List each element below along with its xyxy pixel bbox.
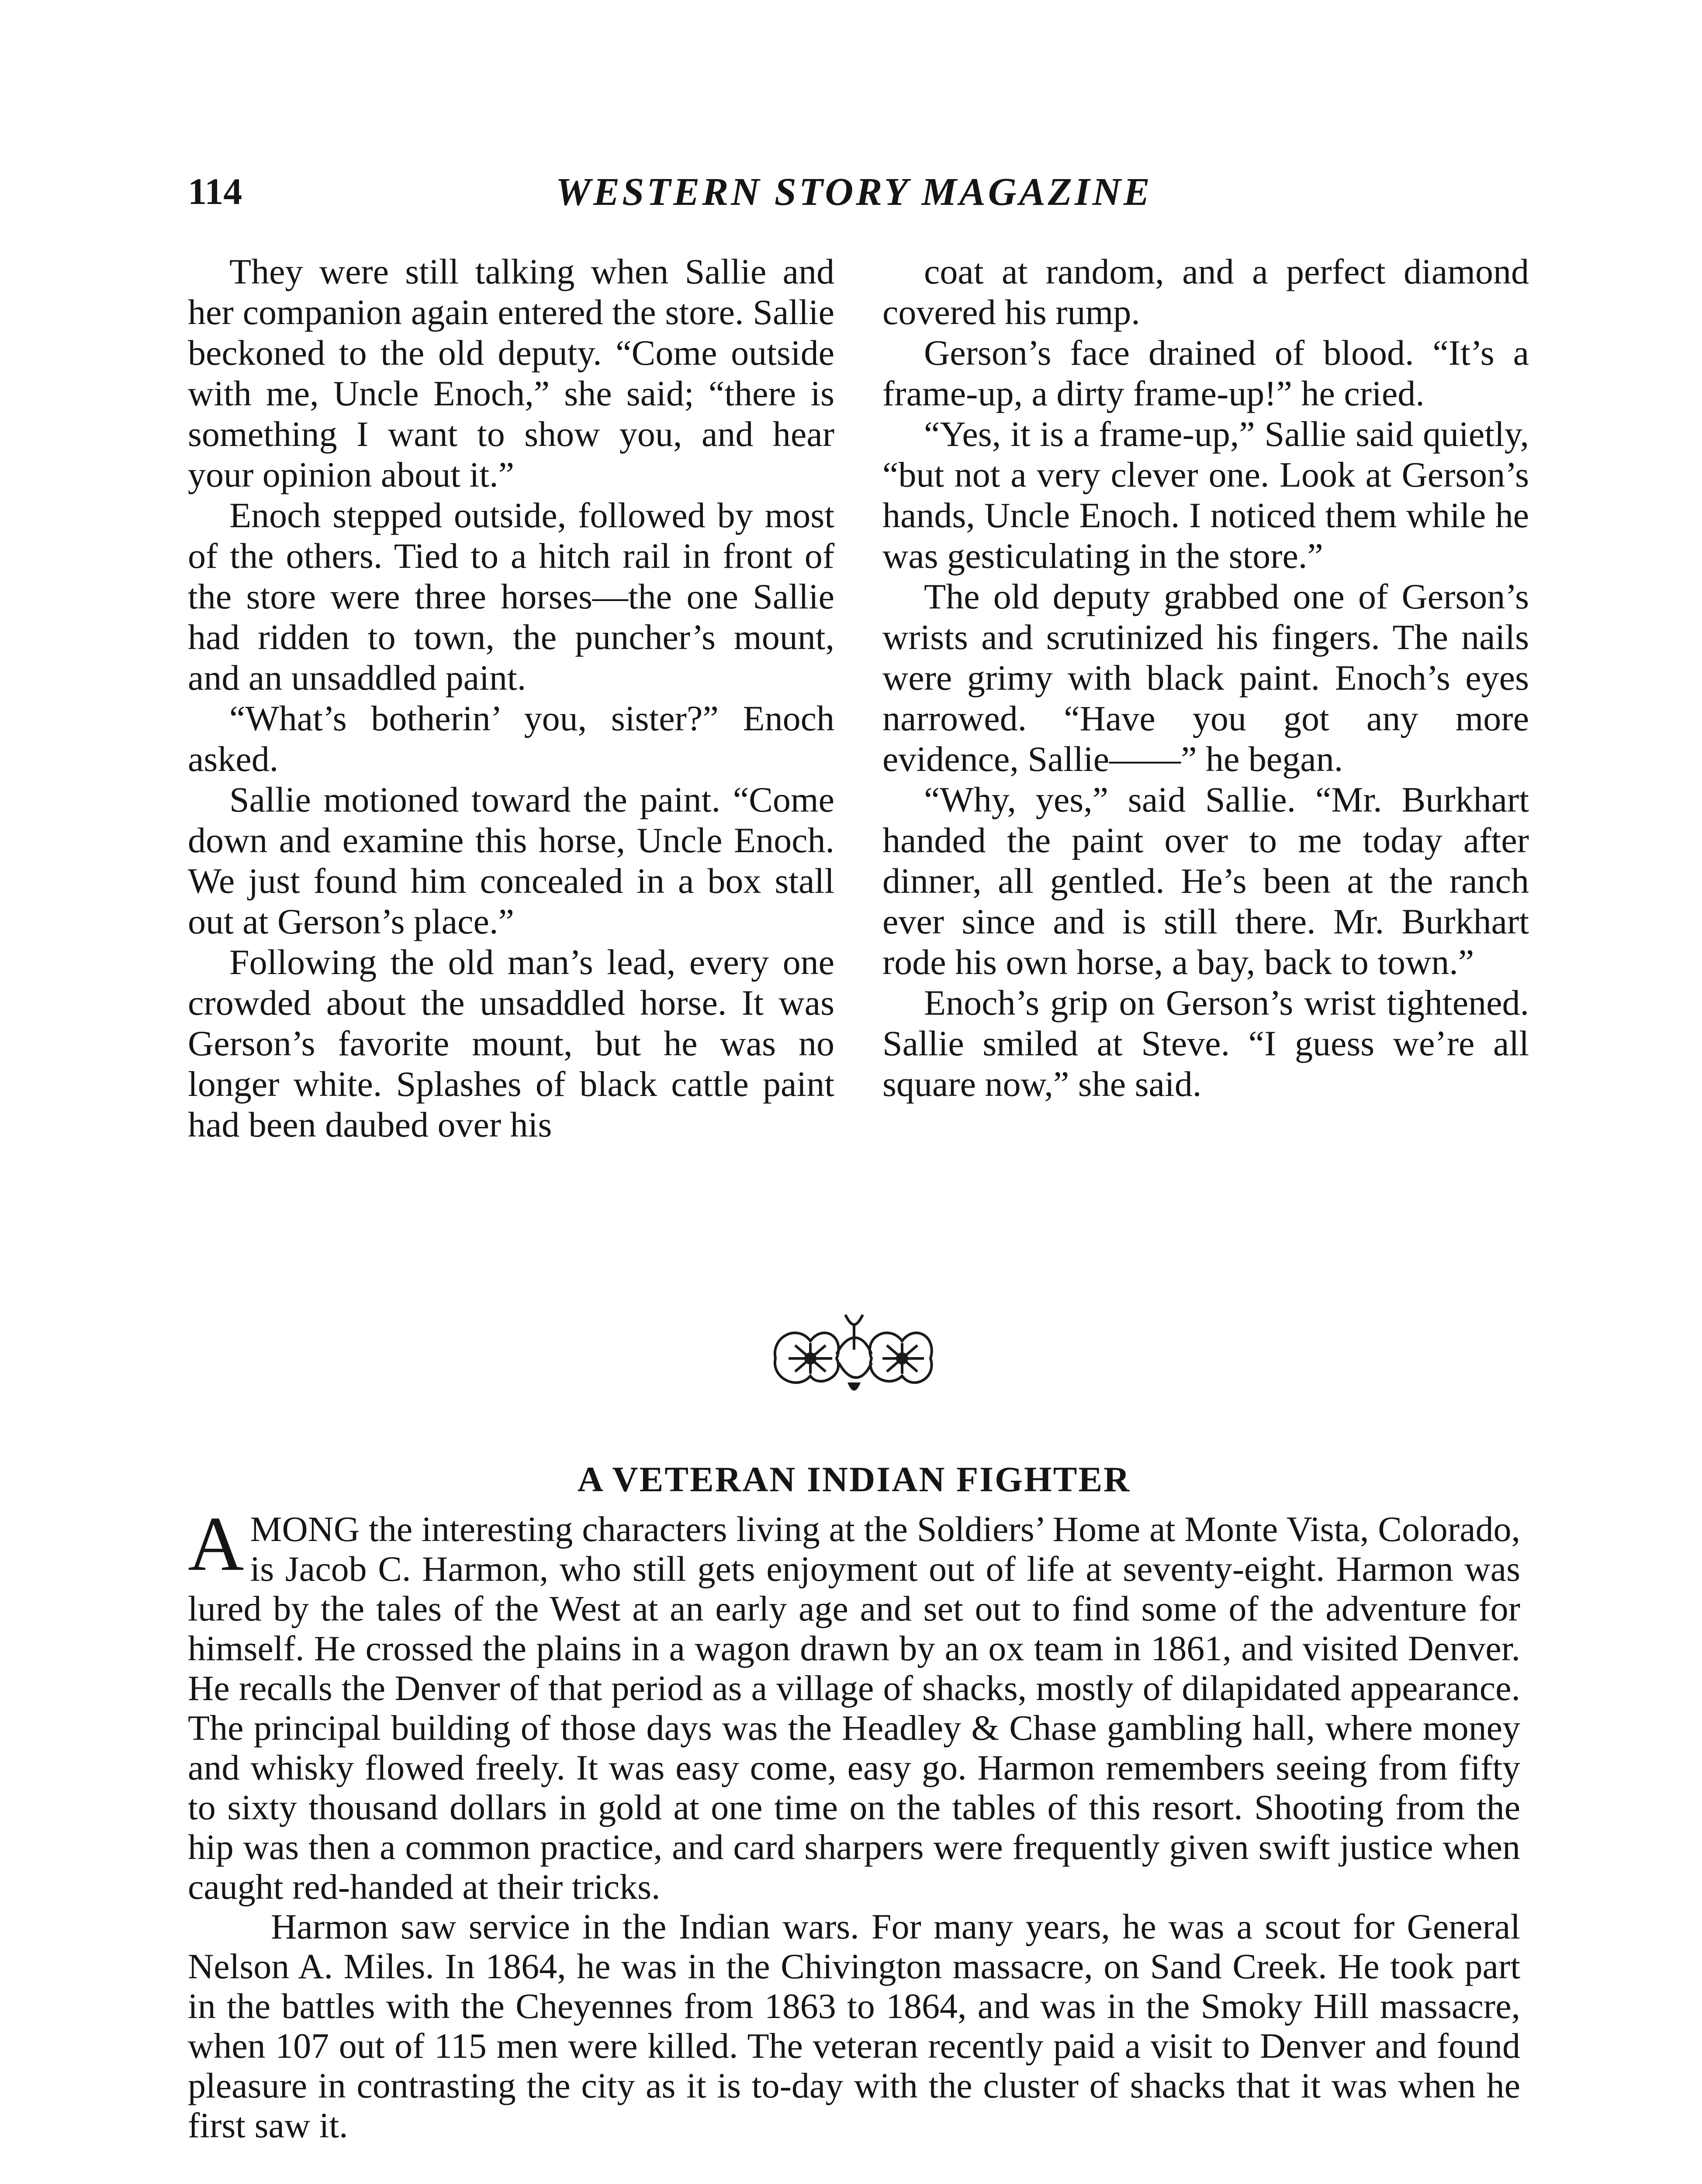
paragraph: coat at random, and a perfect diamond covered his rump. bbox=[882, 252, 1529, 332]
paragraph: They were still talking when Sallie and her companion again entered the store. Sallie beckoned to the old deputy. “Come outside with me, Uncle Enoch,” she said; “there is something I want to show you, and hear your opinion about it.” bbox=[188, 252, 834, 494]
page-number: 114 bbox=[188, 170, 242, 212]
drop-cap: A bbox=[188, 1500, 244, 1587]
page-header bbox=[188, 169, 1520, 231]
article-title: A VETERAN INDIAN FIGHTER bbox=[577, 1459, 1131, 1499]
paragraph: Enoch’s grip on Gerson’s wrist tightened. Sallie smiled at Steve. “I guess we’re all square now,” she said. bbox=[882, 983, 1529, 1104]
paragraph: “Yes, it is a frame-up,” Sallie said quietly, “but not a very clever one. Look at Gerson’s hands, Uncle Enoch. I noticed them while he was gesticulating in the store.” bbox=[882, 414, 1529, 576]
paragraph: Enoch stepped outside, followed by most of the others. Tied to a hitch rail in front of the store were three horses—the one Sallie had ridden to town, the puncher’s mount, and an unsaddled paint. bbox=[188, 495, 834, 698]
article-body bbox=[188, 1500, 1520, 2145]
right-column bbox=[882, 251, 1529, 1104]
article-paragraph: Harmon saw service in the Indian wars. For many years, he was a scout for General Nelson A. Miles. In 1864, he was in the Chivington massacre, on Sand Creek. He took part in the battles with the Cheyennes from 1863 to 1864, and was in the Smoky Hill massacre, when 107 out of 115 men were killed. The veteran recently paid a visit to Denver and found pleasure in contrasting the city as it is to-day with the cluster of shacks that it was when he first saw it. bbox=[188, 1907, 1520, 2145]
paragraph: “What’s botherin’ you, sister?” Enoch asked. bbox=[188, 698, 834, 779]
paragraph: Gerson’s face drained of blood. “It’s a frame-up, a dirty frame-up!” he cried. bbox=[882, 333, 1529, 413]
paragraph-text: MONG the interesting characters living at the Soldiers’ Home at Monte Vista, Colorado, is Jacob C. Harmon, who still gets enjoyment out of life at seventy-eight. Harmon was lured by the tales of the West at an early age and set out to find some of the adventure for himself. He crossed the plains in a wagon drawn by an ox team in 1861, and visited Denver. He recalls the Denver of that period as a village of shacks, mostly of dilapidated appearance. The principal building of those days was the Headley & Chase gambling hall, where money and whisky flowed freely. It was easy come, easy go. Harmon remembers seeing from fifty to sixty thousand dollars in gold at one time on the tables of this resort. Shooting from the hip was then a common practice, and card sharpers were frequently given swift justice when caught red-handed at their tricks. bbox=[188, 1509, 1520, 1907]
paragraph: Following the old man’s lead, every one crowded about the unsaddled horse. It was Gerson’s favorite mount, but he was no longer white. Splashes of black cattle paint had been daubed over his bbox=[188, 942, 834, 1144]
left-column bbox=[188, 251, 834, 1145]
article-paragraph bbox=[188, 1500, 1520, 1907]
paragraph: The old deputy grabbed one of Gerson’s wrists and scrutinized his fingers. The nails were grimy with black paint. Enoch’s eyes narrowed. “Have you got any more evidence, Sallie——” he began. bbox=[882, 577, 1529, 779]
floral-ornament-icon bbox=[762, 1306, 946, 1398]
paragraph: Sallie motioned toward the paint. “Come down and examine this horse, Uncle Enoch. We just found him concealed in a box stall out at Gerson’s place.” bbox=[188, 780, 834, 941]
running-title: WESTERN STORY MAGAZINE bbox=[556, 170, 1152, 214]
paragraph: “Why, yes,” said Sallie. “Mr. Burkhart handed the paint over to me today after dinner, all gentled. He’s been at the ranch ever since and is still there. Mr. Burkhart rode his own horse, a bay, back to town.” bbox=[882, 780, 1529, 982]
